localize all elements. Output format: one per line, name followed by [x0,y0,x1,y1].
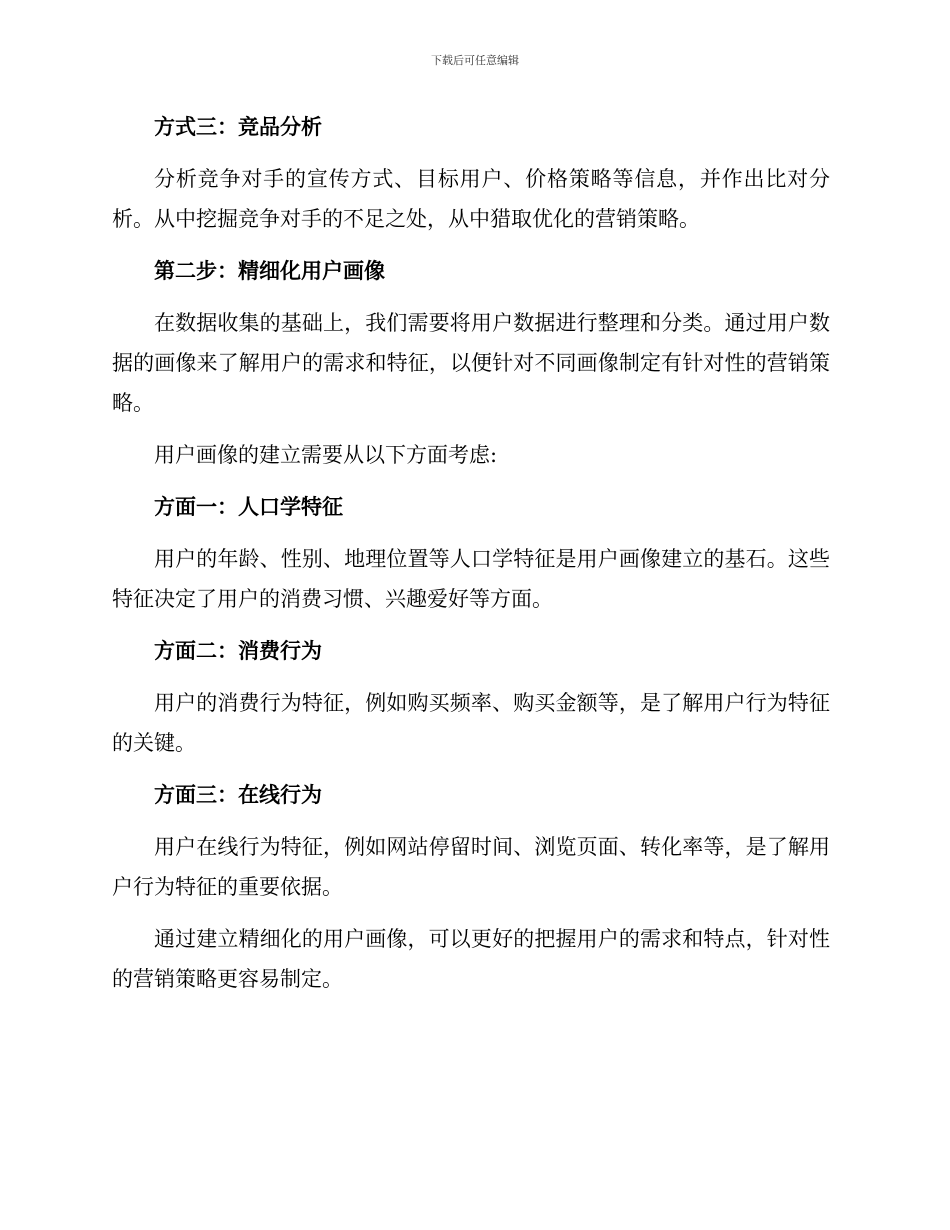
section-heading: 方面二：消费行为 [154,638,322,663]
paragraph: 分析竞争对手的宣传方式、目标用户、价格策略等信息，并作出比对分析。从中挖掘竞争对手的不足之处，从中猎取优化的营销策略。 [112,167,830,231]
page-header: 下载后可任意编辑 [431,54,519,67]
paragraph: 在数据收集的基础上，我们需要将用户数据进行整理和分类。通过用户数据的画像来了解用户的需求和特征，以便针对不同画像制定有针对性的营销策略。 [112,311,830,415]
section-heading: 方面一：人口学特征 [154,494,343,519]
paragraph: 用户在线行为特征，例如网站停留时间、浏览页面、转化率等，是了解用户行为特征的重要依据。 [112,835,830,899]
paragraph: 通过建立精细化的用户画像，可以更好的把握用户的需求和特点，针对性的营销策略更容易制定。 [112,927,830,991]
section-heading: 方式三：竞品分析 [154,114,322,139]
document-body [112,107,830,1011]
paragraph: 用户的年龄、性别、地理位置等人口学特征是用户画像建立的基石。这些特征决定了用户的消费习惯、兴趣爱好等方面。 [112,547,830,611]
section-heading: 方面三：在线行为 [154,782,322,807]
paragraph: 用户的消费行为特征，例如购买频率、购买金额等，是了解用户行为特征的关键。 [112,691,830,755]
section-heading: 第二步：精细化用户画像 [154,258,385,283]
paragraph: 用户画像的建立需要从以下方面考虑: [154,443,498,467]
